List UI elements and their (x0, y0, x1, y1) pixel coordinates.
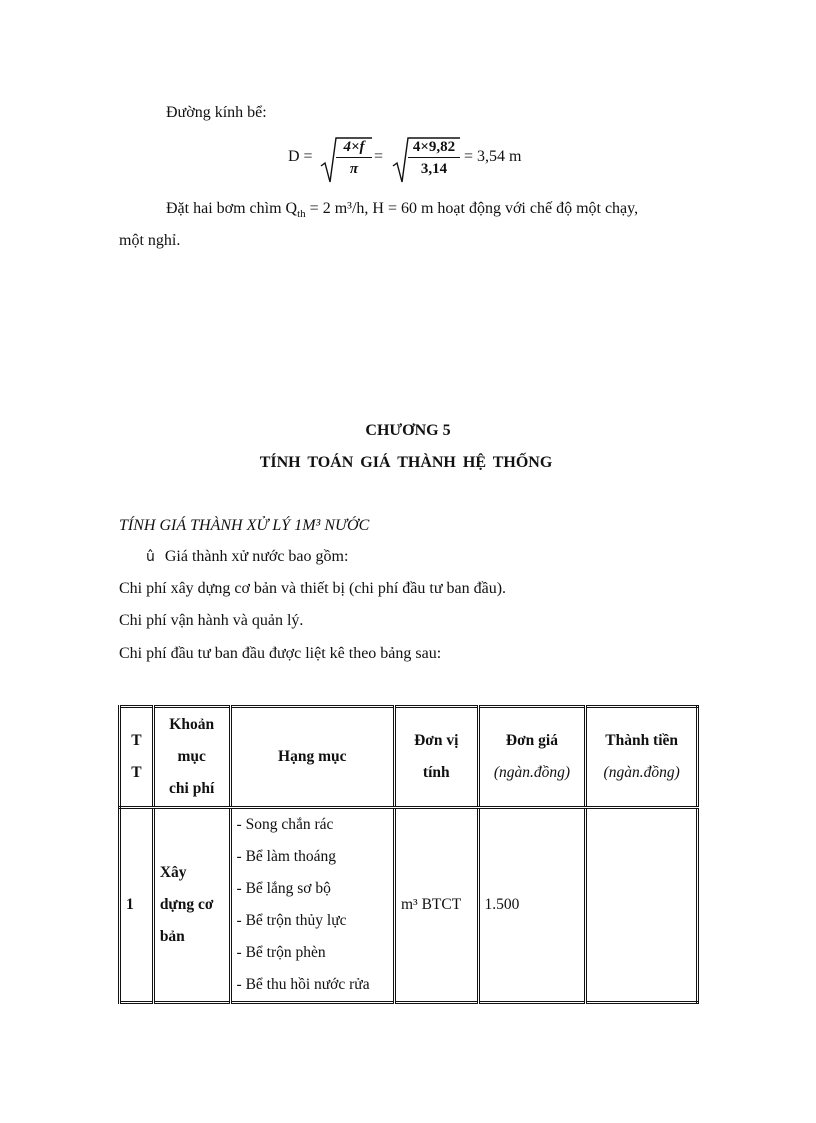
list-item: - Bể làm thoáng (236, 848, 336, 865)
pumps-text-post: = 2 m³/h, H = 60 m hoạt động với chế độ một chạy, (305, 200, 639, 217)
formula-lhs: D = (288, 148, 313, 165)
list-item: - Bể thu hồi nước rửa (236, 976, 370, 993)
chapter-number: CHƯƠNG 5 (365, 422, 451, 439)
formula-fraction-1 (336, 139, 372, 178)
header-don-vi (394, 707, 478, 808)
header-thanh-tien (586, 707, 698, 808)
list-item: - Bể lắng sơ bộ (236, 880, 331, 897)
paragraph-diameter-intro: Đường kính bể: (166, 104, 267, 121)
list-item: - Bể trộn thủy lực (236, 912, 347, 929)
header-khoan-muc (153, 707, 230, 808)
pumps-text-pre: Đặt hai bơm chìm Q (166, 200, 298, 217)
row-thanh-tien (586, 808, 698, 1003)
header-don-vi-line: tính (422, 764, 450, 781)
header-tt-line: T (131, 732, 142, 749)
header-khoan-line: chi phí (169, 780, 215, 797)
header-hang-muc: Hạng mục (230, 707, 394, 808)
text-line-3: Chi phí đầu tư ban đầu được liệt kê theo bảng sau: (119, 645, 442, 662)
list-item: - Bể trộn phèn (236, 944, 326, 961)
list-item: - Song chắn rác (236, 816, 334, 833)
row-tt: 1 (120, 808, 154, 1003)
section-title: TÍNH GIÁ THÀNH XỬ LÝ 1M³ NƯỚC (119, 517, 370, 534)
pumps-subscript: th (297, 208, 306, 221)
row-don-vi: m³ BTCT (394, 808, 478, 1003)
header-thanh-tien-unit: (ngàn.đồng) (603, 764, 680, 781)
header-khoan-line: Khoản (169, 716, 215, 733)
header-don-gia-label: Đơn giá (505, 732, 558, 749)
header-khoan-line: mục (177, 748, 206, 765)
formula-equals: = (374, 148, 384, 165)
header-tt (120, 707, 154, 808)
formula-result: = 3,54 m (464, 148, 522, 165)
chapter-title: TÍNH TOÁN GIÁ THÀNH HỆ THỐNG (259, 454, 553, 471)
bullet-line (146, 548, 348, 566)
row-khoan-line: Xây (159, 864, 187, 881)
fraction-2-numerator: 4×9,82 (408, 139, 460, 158)
fraction-2-denominator: 3,14 (420, 161, 448, 177)
paragraph-pumps (166, 200, 638, 220)
table-header-row (120, 707, 698, 808)
row-khoan-line: dựng cơ (159, 896, 214, 913)
header-don-gia-unit: (ngàn.đồng) (493, 764, 571, 781)
header-tt-line: T (131, 764, 142, 781)
text-line-2: Chi phí vận hành và quản lý. (119, 612, 304, 629)
cost-table (118, 705, 699, 1004)
header-don-vi-line: Đơn vị (414, 732, 459, 749)
row-khoan-muc (153, 808, 230, 1003)
row-items (230, 808, 394, 1003)
row-don-gia: 1.500 (478, 808, 586, 1003)
fraction-1-denominator: π (349, 161, 359, 177)
text-line-1: Chi phí xây dựng cơ bản và thiết bị (chi phí đầu tư ban đầu). (119, 580, 507, 597)
formula-fraction-2 (408, 139, 460, 178)
table-row (120, 808, 698, 1003)
fraction-1-numerator: 4×f (336, 139, 372, 158)
header-don-gia (478, 707, 586, 808)
header-thanh-tien-label: Thành tiền (605, 732, 679, 749)
bullet-text: Giá thành xử nước bao gồm: (164, 548, 349, 565)
paragraph-pumps-line2: một nghỉ. (119, 232, 181, 249)
bullet-check-icon: û (146, 549, 155, 565)
row-khoan-line: bản (159, 928, 185, 945)
